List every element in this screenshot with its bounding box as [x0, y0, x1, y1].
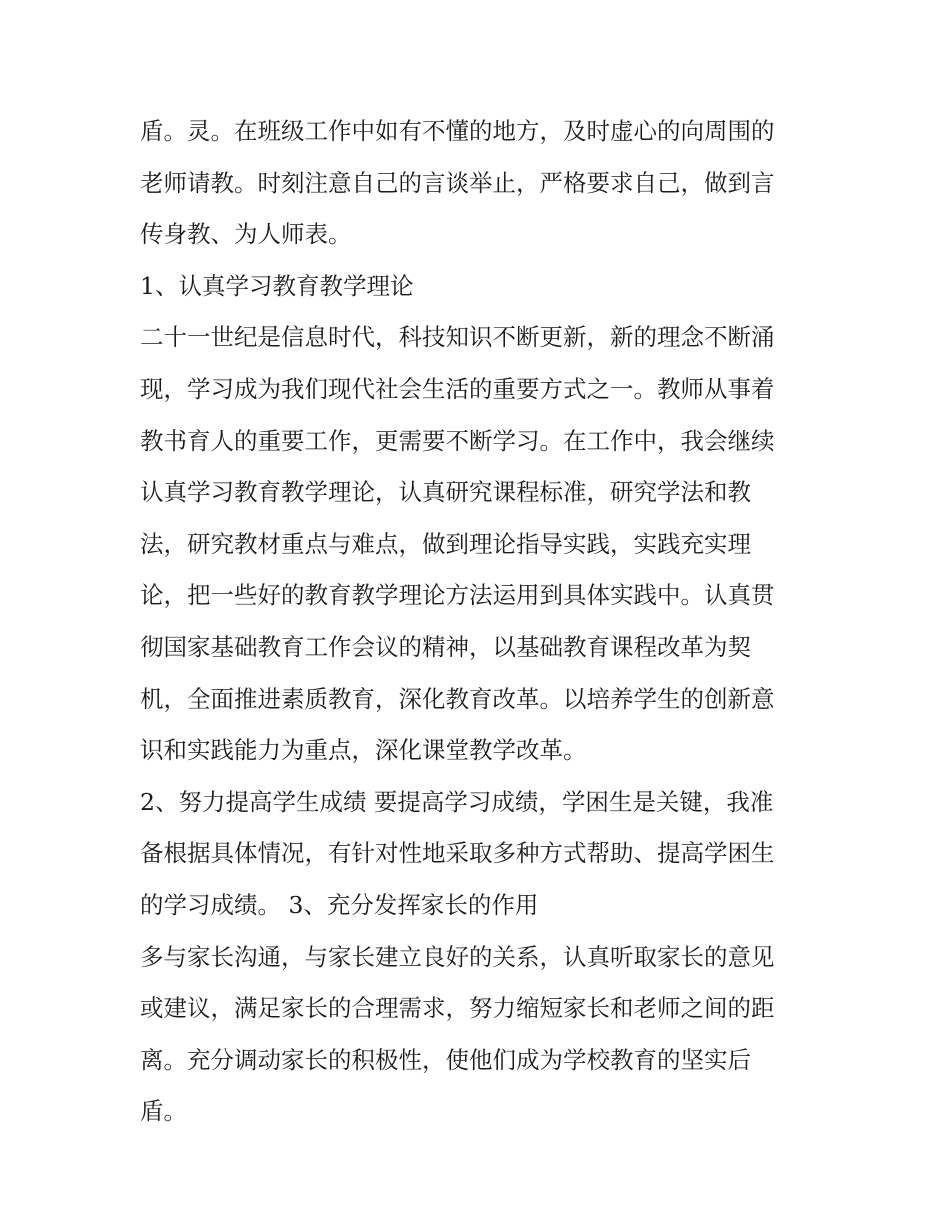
text-line: 老师请教。时刻注意自己的言谈举止，严格要求自己，做到言 [140, 168, 775, 197]
text-line: 法，研究教材重点与难点，做到理论指导实践，实践充实理 [140, 529, 751, 558]
text-line: 现，学习成为我们现代社会生活的重要方式之一。教师从事着 [140, 374, 775, 403]
text-line: 盾。 [140, 1097, 187, 1126]
document-body [140, 106, 820, 1138]
text-line: 或建议，满足家长的合理需求，努力缩短家长和老师之间的距 [140, 994, 775, 1023]
text-line: 机，全面推进素质教育，深化教育改革。以培养学生的创新意 [140, 684, 775, 713]
text-line: 教书育人的重要工作，更需要不断学习。在工作中，我会继续 [140, 426, 775, 455]
text-line: 离。充分调动家长的积极性，使他们成为学校教育的坚实后 [140, 1045, 751, 1074]
text-line: 论，把一些好的教育教学理论方法运用到具体实践中。认真贯 [140, 581, 775, 610]
text-line: 传身教、为人师表。 [140, 220, 352, 249]
text-line: 彻国家基础教育工作会议的精神，以基础教育课程改革为契 [140, 632, 751, 661]
text-line: 识和实践能力为重点，深化课堂教学改革。 [140, 736, 587, 765]
section-heading-2: 2、努力提高学生成绩 要提高学习成绩，学困生是关键，我准 [140, 787, 774, 816]
section-heading-1: 1、认真学习教育教学理论 [140, 271, 414, 300]
text-line: 认真学习教育教学理论，认真研究课程标准，研究学法和教 [140, 478, 751, 507]
text-line: 备根据具体情况，有针对性地采取多种方式帮助、提高学困生 [140, 839, 775, 868]
text-line: 盾。灵。在班级工作中如有不懂的地方，及时虚心的向周围的 [140, 117, 775, 145]
text-line: 多与家长沟通，与家长建立良好的关系，认真听取家长的意见 [140, 942, 775, 971]
text-line: 二十一世纪是信息时代，科技知识不断更新，新的理念不断涌 [140, 323, 775, 352]
section-heading-3: 的学习成绩。 3、充分发挥家长的作用 [140, 890, 539, 919]
